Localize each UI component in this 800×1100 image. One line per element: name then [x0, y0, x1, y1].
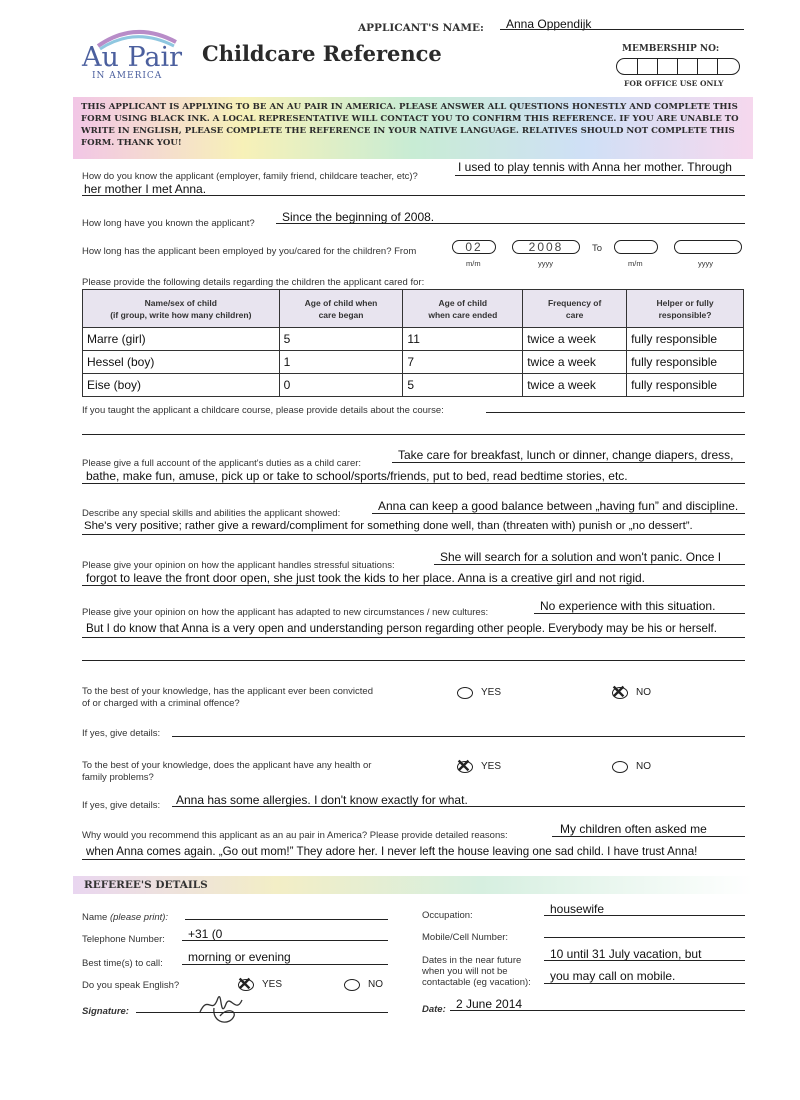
applicant-name[interactable]: Anna Oppendijk — [506, 17, 592, 31]
occupation-label: Occupation: — [422, 910, 473, 921]
membership-boxes[interactable] — [616, 58, 740, 75]
know-label: How do you know the applicant (employer, family friend, childcare teacher, etc)? — [82, 171, 418, 182]
children-intro: Please provide the following details regarding the children the applicant cared for: — [82, 277, 425, 288]
from-mm-caption: m/m — [466, 259, 481, 268]
mobile-input[interactable] — [544, 937, 745, 938]
table-row — [83, 328, 744, 351]
course-input-line1[interactable] — [486, 412, 745, 413]
check-x-icon: ✕ — [611, 681, 627, 702]
stress-label: Please give your opinion on how the applicant handles stressful situations: — [82, 560, 395, 571]
table-cell[interactable]: twice a week — [523, 351, 627, 374]
signature-scribble[interactable] — [190, 986, 270, 1028]
dates-value-1[interactable]: 10 until 31 July vacation, but — [550, 947, 702, 961]
adapt-answer-line2[interactable]: But I do know that Anna is a very open and understanding person regarding other people. Everybody may be his or herself. — [86, 622, 717, 635]
english-yes-radio[interactable]: ✕ YES — [237, 973, 283, 994]
date-label: Date: — [422, 1004, 446, 1015]
occupation-value[interactable]: housewife — [550, 902, 605, 916]
office-use-label: FOR OFFICE USE ONLY — [624, 79, 724, 88]
date-value[interactable]: 2 June 2014 — [456, 997, 523, 1011]
check-x-icon: ✕ — [456, 755, 472, 776]
howlong-label: How long have you known the applicant? — [82, 218, 255, 229]
duties-label: Please give a full account of the applicant's duties as a child carer: — [82, 458, 362, 469]
children-table — [82, 289, 744, 397]
health-yes-radio[interactable]: ✕ YES — [456, 755, 502, 776]
to-yyyy-caption: yyyy — [698, 259, 713, 268]
applicant-name-label: APPLICANT'S NAME: — [358, 22, 484, 34]
dates-label-2: when you will not be — [422, 966, 508, 977]
dates-label-1: Dates in the near future — [422, 955, 522, 966]
membership-label: MEMBERSHIP NO: — [622, 44, 720, 54]
referee-phone-label: Telephone Number: — [82, 934, 165, 945]
health-label-2: family problems? — [82, 772, 154, 783]
to-month-field[interactable] — [614, 240, 658, 254]
course-input-line2[interactable] — [82, 434, 745, 435]
from-year-field[interactable]: 2008 — [512, 240, 580, 254]
health-details-answer[interactable]: Anna has some allergies. I don't know exactly for what. — [176, 793, 468, 807]
dates-label-3: contactable (eg vacation): — [422, 977, 531, 988]
mobile-label: Mobile/Cell Number: — [422, 932, 509, 943]
logo-main: Au Pair — [82, 42, 183, 73]
dates-value-2[interactable]: you may call on mobile. — [550, 969, 676, 983]
col-header-age-ended: Age of child when care ended — [403, 290, 523, 328]
to-year-field[interactable] — [674, 240, 742, 254]
table-cell[interactable]: Marre (girl) — [83, 328, 280, 351]
skills-answer-line2[interactable]: She's very positive; rather give a reward/compliment for something done well, than (threaten with) punish or „no dessert”. — [84, 520, 693, 532]
signature-label: Signature: — [82, 1006, 129, 1017]
health-details-label: If yes, give details: — [82, 800, 161, 811]
stress-answer-line2[interactable]: forgot to leave the front door open, she just took the kids to her place. Anna is a creative girl and not rigid. — [86, 571, 646, 585]
instructions-banner: THIS APPLICANT IS APPLYING TO BE AN AU PAIR IN AMERICA. PLEASE ANSWER ALL QUESTIONS HONESTLY AND COMPLETE THIS FORM USING BLACK INK. A LOCAL REPRESENTATIVE WILL CONTACT YOU TO CONFIRM THIS REFERENCE. IF YOU ARE UNABLE TO WRITE IN ENGLISH, PLEASE COMPLETE THE REFERENCE IN YOUR NATIVE LANGUAGE. RELATIVES SHOULD NOT COMPLETE THIS FORM. THANK YOU! — [73, 97, 753, 159]
col-header-responsible: Helper or fully responsible? — [627, 290, 744, 328]
health-no-radio[interactable]: NO — [612, 758, 651, 776]
criminal-label-2: of or charged with a criminal offence? — [82, 698, 240, 709]
skills-label: Describe any special skills and abilities the applicant showed: — [82, 508, 341, 519]
table-cell[interactable]: 7 — [403, 351, 523, 374]
table-cell[interactable]: twice a week — [523, 328, 627, 351]
table-row — [83, 351, 744, 374]
logo — [80, 26, 190, 82]
col-header-name: Name/sex of child (if group, write how many children) — [83, 290, 280, 328]
col-header-frequency: Frequency of care — [523, 290, 627, 328]
table-cell[interactable]: 1 — [279, 351, 403, 374]
stress-answer-line1[interactable]: She will search for a solution and won't panic. Once I — [440, 550, 722, 564]
health-label-1: To the best of your knowledge, does the applicant have any health or — [82, 760, 372, 771]
recommend-answer-line2[interactable]: when Anna comes again. „Go out mom!” They adore her. I never left the house leaving one sad child. I have trust Anna! — [86, 845, 698, 858]
referee-besttime-label: Best time(s) to call: — [82, 958, 163, 969]
referee-besttime-value[interactable]: morning or evening — [188, 950, 291, 964]
adapt-answer-line1[interactable]: No experience with this situation. — [540, 599, 716, 613]
form-title: Childcare Reference — [202, 41, 442, 66]
adapt-label: Please give your opinion on how the applicant has adapted to new circumstances / new cultures: — [82, 607, 489, 618]
course-label: If you taught the applicant a childcare course, please provide details about the course: — [82, 405, 444, 416]
know-answer-line2[interactable]: her mother I met Anna. — [84, 182, 207, 196]
referee-english-label: Do you speak English? — [82, 980, 180, 991]
duties-answer-line2[interactable]: bathe, make fun, amuse, pick up or take to school/sports/friends, put to bed, read bedtime stories, etc. — [86, 469, 628, 483]
table-cell[interactable]: Hessel (boy) — [83, 351, 280, 374]
criminal-no-radio[interactable]: ✕ NO — [611, 681, 651, 702]
criminal-details-label: If yes, give details: — [82, 728, 161, 739]
table-cell[interactable]: 5 — [403, 374, 523, 397]
table-cell[interactable]: fully responsible — [627, 351, 744, 374]
criminal-details-input[interactable] — [172, 736, 745, 737]
recommend-answer-line1[interactable]: My children often asked me — [560, 822, 707, 836]
criminal-label-1: To the best of your knowledge, has the applicant ever been convicted — [82, 686, 373, 697]
recommend-label: Why would you recommend this applicant as an au pair in America? Please provide detailed reasons: — [82, 830, 508, 841]
logo-sub: IN AMERICA — [92, 71, 163, 81]
to-mm-caption: m/m — [628, 259, 643, 268]
table-cell[interactable]: 11 — [403, 328, 523, 351]
duties-answer-line1[interactable]: Take care for breakfast, lunch or dinner, change diapers, dress, — [398, 448, 734, 462]
to-label: To — [592, 243, 603, 254]
from-month-field[interactable]: 02 — [452, 240, 496, 254]
criminal-yes-radio[interactable]: YES — [457, 684, 501, 702]
referee-section-title: REFEREE'S DETAILS — [84, 879, 208, 891]
table-cell[interactable]: Eise (boy) — [83, 374, 280, 397]
english-no-radio[interactable]: NO — [344, 976, 383, 994]
table-cell[interactable]: fully responsible — [627, 374, 744, 397]
know-answer-line1[interactable]: I used to play tennis with Anna her mother. Through — [458, 160, 732, 174]
col-header-age-began: Age of child when care began — [279, 290, 403, 328]
referee-phone-value[interactable]: +31 (0 — [188, 927, 223, 941]
employed-label: How long has the applicant been employed by you/cared for the children? From — [82, 246, 417, 257]
table-cell[interactable]: fully responsible — [627, 328, 744, 351]
referee-name-input[interactable] — [185, 919, 388, 920]
check-x-icon: ✕ — [237, 973, 253, 994]
skills-answer-line1[interactable]: Anna can keep a good balance between „having fun” and discipline. — [378, 499, 739, 513]
referee-name-label: Name (please print): — [82, 912, 169, 923]
from-yyyy-caption: yyyy — [538, 259, 553, 268]
table-cell[interactable]: 5 — [279, 328, 403, 351]
table-cell[interactable]: twice a week — [523, 374, 627, 397]
howlong-answer[interactable]: Since the beginning of 2008. — [282, 210, 435, 224]
table-row — [83, 374, 744, 397]
table-cell[interactable]: 0 — [279, 374, 403, 397]
